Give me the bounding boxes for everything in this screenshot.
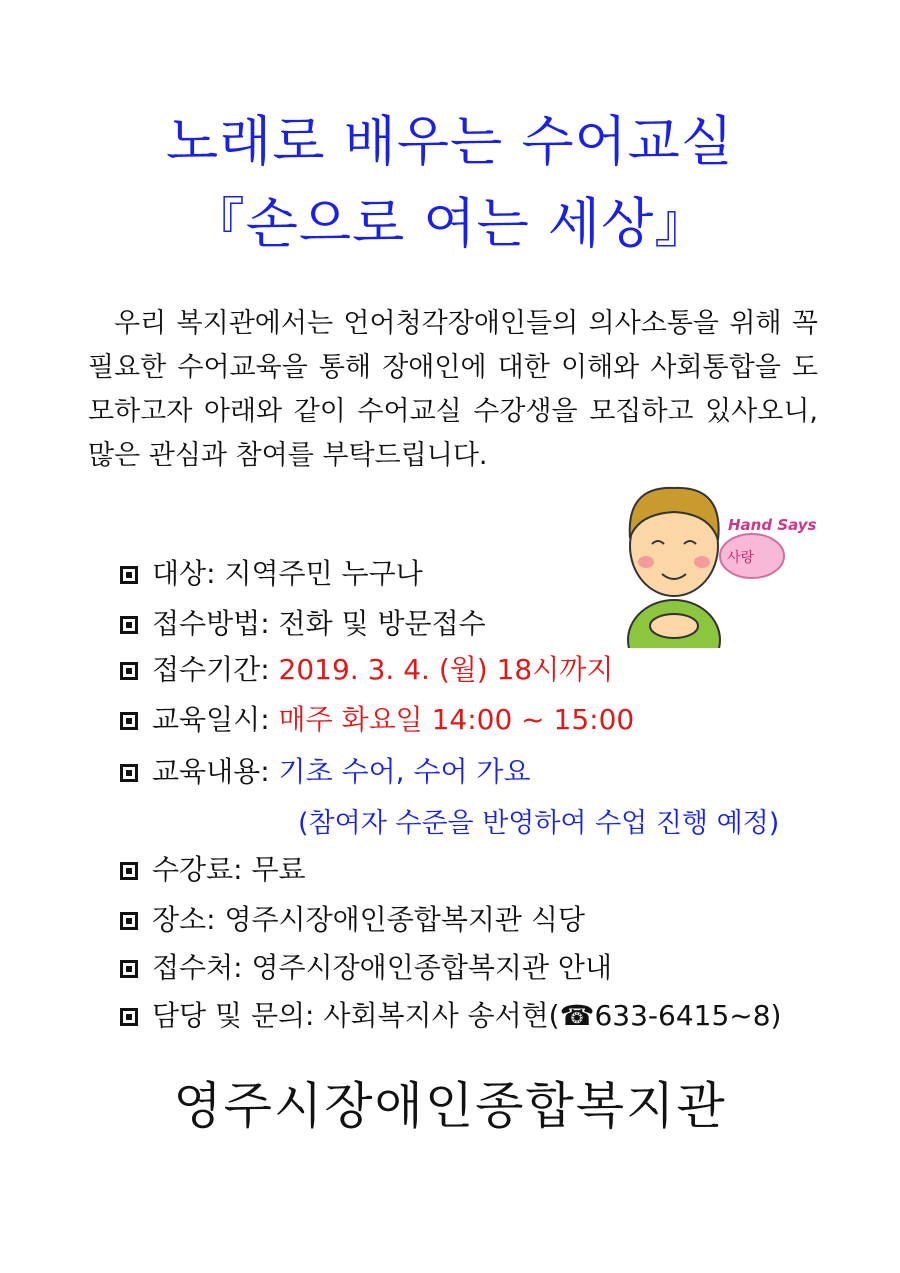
square-bullet-icon [120, 912, 138, 930]
info-content: 교육내용: 기초 수어, 수어 가요 [120, 754, 531, 790]
info-schedule: 교육일시: 매주 화요일 14:00 ~ 15:00 [120, 702, 634, 738]
info-target: 대상: 지역주민 누구나 [120, 556, 423, 592]
square-bullet-icon [120, 616, 138, 634]
square-bullet-icon [120, 764, 138, 782]
love-speech-bubble: 사랑 [727, 550, 755, 566]
info-registration-period: 접수기간: 2019. 3. 4. (월) 18시까지 [120, 652, 613, 688]
info-registration-method: 접수방법: 전화 및 방문접수 [120, 606, 486, 642]
square-bullet-icon [120, 1008, 138, 1026]
square-bullet-icon [120, 712, 138, 730]
page-title: 노래로 배우는 수어교실 [166, 110, 734, 173]
boy-signing-illustration [612, 478, 812, 648]
page-subtitle: 『손으로 여는 세상』 [190, 192, 710, 255]
organization-name: 영주시장애인종합복지관 [173, 1077, 727, 1135]
square-bullet-icon [120, 566, 138, 584]
content-note: (참여자 수준을 반영하여 수업 진행 예정) [298, 808, 780, 839]
square-bullet-icon [120, 662, 138, 680]
square-bullet-icon [120, 862, 138, 880]
info-fee: 수강료: 무료 [120, 852, 306, 888]
hand-says-logo: Hand Says [728, 516, 817, 534]
info-location: 장소: 영주시장애인종합복지관 식당 [120, 902, 585, 938]
intro-paragraph: 우리 복지관에서는 언어청각장애인들의 의사소통을 위해 꼭 필요한 수어교육을 통해 장애인에 대한 이해와 사회통합을 도모하고자 아래와 같이 수어교실 수강생을 모집하고 있사오니, 많은 관심과 참여를 부탁드립니다. [88, 308, 818, 471]
info-registration-place: 접수처: 영주시장애인종합복지관 안내 [120, 950, 612, 986]
info-contact: 담당 및 문의: 사회복지사 송서현(☎633-6415~8) [120, 998, 781, 1034]
square-bullet-icon [120, 960, 138, 978]
